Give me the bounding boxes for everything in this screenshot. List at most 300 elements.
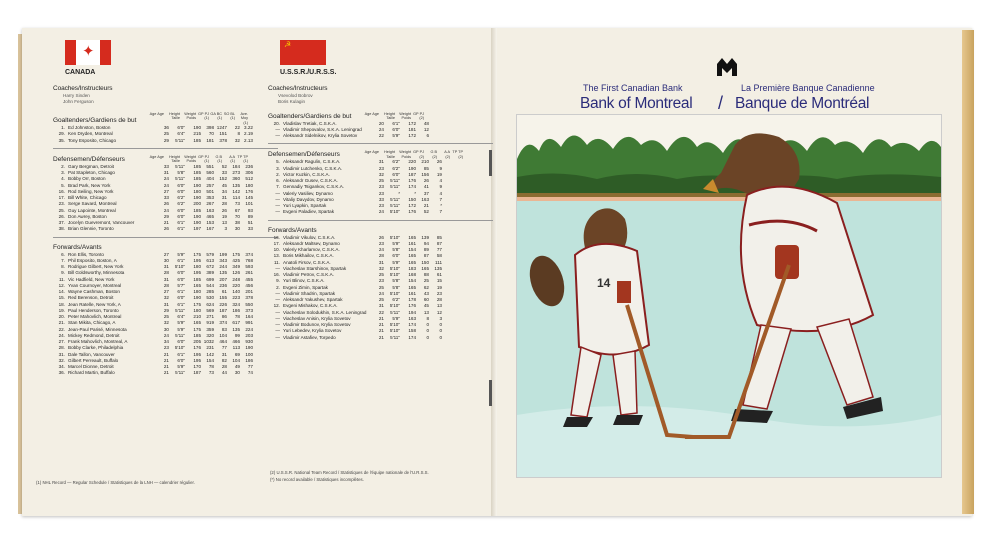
player-name: Valeriy Kharlamov, C.S.K.A.	[283, 247, 340, 252]
player-name: Bobby Clarke, Philadelphia	[68, 345, 124, 351]
player-stat: 167	[206, 226, 214, 232]
player-stat: 190	[193, 213, 201, 219]
player-number: 5.	[276, 159, 280, 165]
player-stat: 23	[163, 345, 169, 351]
player-stat: 23	[378, 165, 384, 171]
player-stat: 29	[163, 213, 169, 219]
player-stat: 6'2"	[392, 159, 400, 165]
forwards-header	[268, 227, 493, 235]
player-stat: 22	[234, 125, 240, 130]
player-stat: 205	[193, 339, 201, 344]
player-stat: 285	[206, 289, 214, 294]
player-name: Aleksandr Sidelnikov, Krylia Sovetov	[283, 133, 358, 138]
player-stat: 6'1"	[177, 220, 185, 225]
defensemen-heading: Defensemen/Défenseurs	[268, 151, 340, 159]
forwards-heading: Forwards/Avants	[268, 226, 317, 234]
player-stat: 174	[408, 322, 416, 327]
player-stat: 5'11"	[175, 370, 185, 376]
player-stat: 190	[193, 220, 201, 225]
column-header	[164, 112, 180, 126]
coaches-heading: Coaches/Instructeurs	[53, 85, 113, 92]
ussr-roster	[268, 40, 493, 341]
player-stat: 180	[245, 182, 253, 188]
player-stat: 5'10"	[389, 322, 400, 327]
player-number: 15.	[58, 295, 65, 301]
coach-name: Vsevolod Bobrov	[278, 93, 313, 98]
column-header-label: Height Taille	[384, 111, 395, 120]
column-header-label: TP TP	[452, 150, 463, 155]
player-stat: 26	[436, 159, 442, 165]
player-stat: 99	[234, 332, 240, 338]
player-stat: 5'8"	[392, 284, 400, 290]
player-stat: 210	[193, 314, 201, 319]
player-name: Aleksandr Maltsev, Dynamo	[283, 240, 340, 246]
player-stat: 5'9"	[177, 320, 185, 326]
ussr-flag-icon: ☭	[280, 40, 326, 65]
player-stat: 373	[245, 307, 253, 313]
player-stat: 33	[163, 163, 169, 169]
player-stat: 0	[426, 334, 429, 340]
player-stat: 197	[193, 226, 201, 232]
column-header	[411, 150, 424, 159]
player-stat: 31	[163, 276, 169, 282]
player-name: Bobby Orr, Boston	[68, 176, 106, 182]
player-stat: 104	[219, 332, 227, 338]
player-stat: 185	[193, 163, 201, 169]
player-name: Peter Mahovlich, Montreal	[68, 314, 122, 319]
column-header-note: (2)	[419, 116, 424, 120]
player-number: 14.	[58, 289, 65, 294]
player-number: 2.	[276, 171, 280, 177]
column-header	[148, 112, 164, 126]
player-name: Boris Mikhailov, C.S.K.A.	[283, 253, 334, 259]
player-stat: 93	[247, 207, 253, 213]
column-header-label: Height Taille	[169, 154, 180, 164]
player-stat: 353	[206, 195, 214, 200]
coach-name: John Ferguson	[63, 99, 94, 105]
player-stat: 456	[245, 282, 253, 288]
player-stat: 8	[237, 131, 240, 137]
player-stat: 25	[378, 284, 384, 290]
player-stat: 6'0"	[177, 188, 185, 194]
column-header	[395, 112, 411, 121]
player-stat: 184	[232, 163, 240, 169]
player-stat: 5'8"	[392, 278, 400, 284]
player-number: 13.	[273, 253, 280, 259]
player-stat: 2.13	[244, 137, 253, 143]
player-stat: 34	[221, 188, 227, 194]
player-stat: 236	[219, 282, 227, 288]
column-header-label: A A	[229, 154, 235, 159]
player-stat: 135	[434, 265, 442, 271]
column-headers	[148, 155, 248, 164]
player-stat: 21	[378, 334, 384, 340]
goaltenders-heading: Goaltenders/Gardiens de but	[53, 117, 137, 124]
player-number: 17.	[58, 195, 65, 200]
column-header	[235, 112, 248, 126]
player-stat: 185	[193, 332, 201, 338]
player-stat: 185	[193, 176, 201, 182]
player-name: Viacheslav Solodukhin, S.K.A. Leningrad	[283, 309, 367, 315]
player-number: —	[275, 328, 280, 334]
player-stat: 185	[193, 170, 201, 175]
goaltenders-header	[53, 112, 278, 126]
player-stat: 3	[439, 315, 442, 321]
column-header	[209, 112, 222, 126]
player-stat: 111	[435, 259, 442, 265]
player-name: Vladislav Tretiak, C.S.K.A.	[283, 120, 337, 126]
player-name: Evgeni Paladiev, Spartak	[283, 209, 334, 215]
player-name: Yuri Lebedev, Krylia Sovetov	[283, 328, 342, 334]
player-stat: 165	[193, 282, 201, 288]
goaltenders-table	[53, 125, 278, 144]
player-stat: 919	[206, 320, 214, 326]
player-number: 18.	[58, 301, 65, 307]
player-stat: 186	[245, 357, 253, 363]
player-stat: 174	[408, 184, 416, 190]
player-stat: 21	[423, 203, 429, 208]
player-name: Aleksandr Gusev, C.S.K.A.	[283, 178, 338, 183]
column-header	[424, 150, 437, 159]
player-stat: 25	[378, 297, 384, 302]
player-name: Vladimir Astafiev, Torpedo	[283, 334, 336, 340]
player-stat: 73	[234, 201, 240, 207]
player-name: Dale Tallon, Vancouver	[68, 351, 115, 357]
player-stat: 51	[247, 220, 253, 225]
player-number: 3.	[61, 170, 65, 175]
player-stat: 231	[206, 345, 214, 351]
player-stat: 165	[408, 284, 416, 290]
player-stat: 150	[421, 259, 429, 265]
player-stat: 140	[232, 289, 240, 294]
player-stat: 185	[193, 276, 201, 282]
player-name: Pat Stapleton, Chicago	[68, 170, 115, 175]
player-stat: 5'10"	[389, 303, 400, 309]
player-name: Gary Bergman, Detroit	[68, 163, 114, 169]
player-stat: 5'10"	[389, 328, 400, 334]
player-stat: 135	[232, 182, 240, 188]
player-stat: 378	[219, 137, 227, 143]
player-stat: 244	[219, 264, 227, 269]
player-stat: 31	[378, 159, 384, 165]
player-stat: 464	[219, 339, 227, 344]
country-title: CANADA	[65, 69, 96, 76]
player-stat: 82	[221, 357, 227, 363]
player-stat: 139	[421, 234, 429, 240]
player-stat: 530	[206, 295, 214, 301]
player-stat: 200	[193, 201, 201, 207]
player-number: 12.	[273, 303, 280, 309]
player-stat: 180	[193, 264, 201, 269]
player-stat: 3	[224, 226, 227, 232]
player-number: —	[275, 322, 280, 327]
player-stat: 104	[232, 357, 240, 363]
player-stat: 0	[439, 322, 442, 327]
player-row	[268, 209, 493, 215]
player-stat: 165	[408, 234, 416, 240]
player-stat: 551	[206, 163, 214, 169]
player-stat: 172	[408, 203, 416, 208]
defensemen-table	[53, 164, 278, 233]
player-stat: 374	[219, 320, 227, 326]
player-stat: 176	[245, 188, 253, 194]
player-stat: 389	[206, 270, 214, 276]
player-number: 22.	[58, 326, 65, 332]
player-stat: 33	[163, 195, 169, 200]
player-stat: 77	[247, 364, 253, 369]
player-stat: 33	[221, 170, 227, 175]
canada-footnote: (1) NHL Record — Regular Schedule / Statistiques de la LNH — calendrier régulier.	[36, 480, 195, 485]
player-stat: 161	[408, 290, 416, 296]
player-stat: 24	[378, 290, 384, 296]
coach-name: Harry Sinden	[63, 93, 90, 98]
player-stat: 5'9"	[177, 326, 185, 332]
player-stat: 9	[439, 184, 442, 190]
player-stat: 6'0"	[392, 253, 400, 259]
player-stat: 320	[206, 332, 214, 338]
player-stat: 26	[163, 226, 169, 232]
player-stat: 165	[421, 265, 429, 271]
player-stat: 43	[423, 290, 429, 296]
column-header	[222, 112, 235, 126]
player-stat: 6'2"	[392, 297, 400, 302]
player-stat: 58	[436, 253, 442, 259]
player-stat: 195	[193, 357, 201, 363]
player-name: Vladimir Vikulov, C.S.K.A.	[283, 234, 336, 240]
player-stat: 5'11"	[175, 176, 185, 182]
player-stat: 3.22	[244, 125, 253, 130]
player-stat: 31	[163, 264, 169, 269]
player-stat: 195	[193, 257, 201, 263]
divider	[268, 220, 493, 221]
column-header-label: SO BL	[223, 111, 235, 116]
player-stat: 550	[245, 301, 253, 307]
player-stat: 27	[163, 251, 169, 257]
player-name: Vladimir Lutchenko, C.S.K.A.	[283, 165, 343, 171]
player-number: 11.	[58, 276, 65, 282]
player-stat: 324	[232, 301, 240, 307]
column-header-note: (1)	[217, 116, 222, 120]
player-stat: 94	[423, 240, 429, 246]
column-header	[180, 112, 196, 126]
column-header-label: Weight Poids	[399, 111, 411, 120]
player-stat: 31	[378, 303, 384, 309]
player-stat: 7	[439, 209, 442, 215]
player-stat: 45	[423, 303, 429, 309]
player-stat: 273	[232, 170, 240, 175]
player-stat: 187	[193, 370, 201, 376]
player-stat: 190	[193, 182, 201, 188]
player-stat: 5'11"	[175, 307, 185, 313]
player-stat: 26	[378, 234, 384, 240]
player-stat: 176	[408, 178, 416, 183]
player-stat: 6'1"	[177, 257, 185, 263]
player-stat: 27	[163, 188, 169, 194]
player-name: Gennadiy Tsigankov, C.S.K.A.	[283, 184, 345, 190]
player-stat: 30	[163, 257, 169, 263]
column-header-label: Age Age	[149, 111, 164, 116]
player-stat: 67	[234, 207, 240, 213]
column-header-label: Weight Poids	[399, 150, 411, 159]
player-number: 7.	[276, 184, 280, 190]
player-stat: 6'2"	[177, 195, 185, 200]
defensemen-header	[53, 155, 278, 164]
player-stat: 23	[378, 203, 384, 208]
player-number: 4.	[61, 176, 65, 182]
player-stat: 163	[421, 196, 429, 202]
player-stat: 21	[163, 364, 169, 369]
column-headers	[363, 150, 463, 159]
player-number: —	[275, 290, 280, 296]
player-number: —	[275, 203, 280, 208]
player-stat: 560	[206, 170, 214, 175]
player-stat: 190	[193, 295, 201, 301]
player-stat: 28	[163, 270, 169, 276]
player-stat: 267	[206, 201, 214, 207]
player-number: 16.	[273, 234, 280, 240]
player-number: 35.	[58, 137, 65, 143]
player-stat: 512	[245, 176, 253, 182]
player-stat: 85	[423, 165, 429, 171]
player-stat: 26	[423, 178, 429, 183]
column-header-label: Age Age	[364, 150, 379, 155]
player-stat: 150	[408, 196, 416, 202]
column-header-label: G B	[430, 150, 437, 155]
player-name: Vitaliy Davydov, Dynamo	[283, 196, 334, 202]
player-stat: 13	[436, 303, 442, 309]
player-stat: 86	[221, 314, 227, 319]
coach-name: Boris Kulagin	[278, 99, 306, 105]
player-stat: 70	[208, 131, 214, 137]
player-number: 16.	[58, 188, 65, 194]
defensemen-heading: Defensemen/Défenseurs	[53, 155, 125, 163]
player-stat: 6'0"	[177, 295, 185, 301]
player-name: Vladimir Bodunov, Krylia Sovetov	[283, 322, 351, 327]
player-stat: 6'2"	[392, 165, 400, 171]
player-stat: 617	[232, 320, 240, 326]
player-number: 34.	[58, 364, 65, 369]
player-stat: 5'11"	[390, 184, 400, 190]
player-stat: 156	[421, 171, 429, 177]
staple	[489, 380, 492, 406]
player-stat: 15	[436, 278, 442, 284]
player-stat: 31	[221, 351, 227, 357]
player-stat: 163	[408, 315, 416, 321]
player-stat: 52	[221, 163, 227, 169]
player-stat: 190	[245, 345, 253, 351]
player-stat: 455	[245, 276, 253, 282]
player-stat: 28	[221, 364, 227, 369]
player-stat: 172	[408, 120, 416, 126]
player-stat: 28	[163, 282, 169, 288]
column-header	[379, 112, 395, 121]
player-number: 2.	[276, 284, 280, 290]
bank-name-fr-small: La Première Banque Canadienne	[741, 83, 875, 93]
player-stat: 45	[221, 182, 227, 188]
player-stat: 579	[206, 251, 214, 257]
player-stat: 38	[234, 220, 240, 225]
player-name: Brad Park, New York	[68, 182, 111, 188]
player-stat: 153	[206, 220, 214, 225]
player-stat: 37	[423, 190, 429, 196]
player-stat: 6'0"	[177, 276, 185, 282]
column-header-label: GP PJ	[198, 111, 209, 116]
player-number: 1.	[61, 125, 65, 130]
player-stat: 544	[206, 282, 214, 288]
column-header-label: Age Age	[364, 111, 379, 116]
player-name: Wayne Cashman, Boston	[68, 289, 120, 294]
player-stat: 199	[219, 251, 227, 257]
player-stat: 5'9"	[392, 259, 400, 265]
player-stat: 26	[221, 207, 227, 213]
player-number: 38.	[58, 226, 65, 232]
player-number: 29.	[58, 131, 65, 137]
player-name: Vladimir Petrov, C.S.K.A.	[283, 272, 334, 277]
player-stat: 6	[426, 133, 429, 138]
player-stat: 23	[378, 184, 384, 190]
player-stat: 343	[219, 257, 227, 263]
player-stat: 185	[193, 137, 201, 143]
player-stat: 24	[163, 176, 169, 182]
player-stat: 24	[163, 332, 169, 338]
player-stat: 21	[378, 315, 384, 321]
player-stat: 13	[423, 309, 429, 315]
coaches-list	[268, 93, 493, 106]
goalie-pad	[617, 281, 631, 303]
player-stat: 151	[219, 131, 227, 137]
player-stat: 5'11"	[390, 334, 400, 340]
goaltenders-table	[268, 121, 493, 140]
column-header-label: Weight Poids	[184, 111, 196, 120]
player-row	[53, 138, 278, 144]
forwards-table	[53, 252, 278, 377]
player-stat: 158	[408, 328, 416, 334]
column-header	[196, 155, 209, 164]
player-stat: 220	[232, 282, 240, 288]
player-stat: 190	[408, 165, 416, 171]
column-header-label: Height Taille	[384, 150, 395, 159]
column-header-note: (1)	[243, 120, 248, 125]
player-stat: 6'0"	[177, 213, 185, 219]
jersey-number: 14	[597, 276, 611, 290]
player-stat: 100	[245, 351, 253, 357]
player-stat: 5'10"	[174, 345, 185, 351]
player-stat: 210	[421, 159, 429, 165]
player-stat: 360	[232, 176, 240, 182]
player-stat: 465	[206, 213, 214, 219]
player-stat: 41	[423, 184, 429, 190]
player-name: Red Berenson, Detroit	[68, 295, 114, 301]
player-stat: 135	[232, 326, 240, 332]
player-stat: 5'7"	[177, 282, 185, 288]
player-stat: 44	[221, 370, 227, 376]
player-stat: *	[440, 203, 442, 208]
column-header	[363, 112, 379, 121]
player-stat: 5'10"	[389, 265, 400, 271]
player-stat: 236	[245, 163, 253, 169]
player-number: —	[275, 309, 280, 315]
player-row	[268, 133, 493, 139]
player-row	[268, 335, 493, 341]
player-number: 19.	[58, 307, 65, 313]
player-stat: 24	[163, 207, 169, 213]
player-stat: 5'10"	[389, 234, 400, 240]
player-stat: 5'9"	[392, 315, 400, 321]
player-name: Victor Kuzkin, C.S.K.A.	[283, 171, 330, 177]
player-stat: 31	[163, 170, 169, 175]
column-header-label: GP PJ	[413, 150, 424, 155]
player-number: —	[275, 315, 280, 321]
